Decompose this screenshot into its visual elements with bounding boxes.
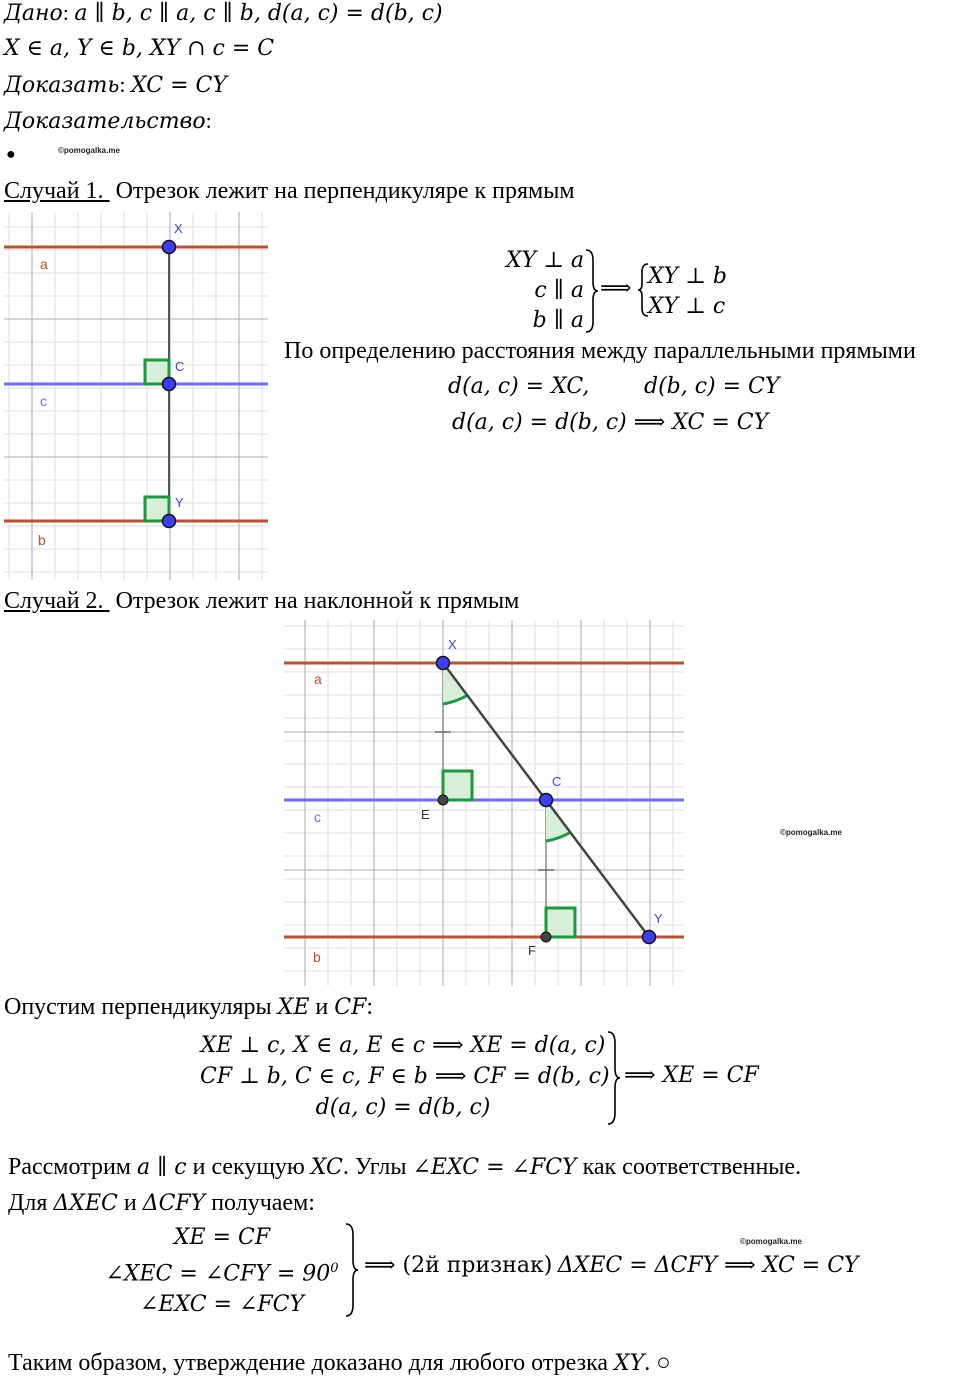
consider-t1: Рассмотрим (8, 1154, 131, 1180)
case1-label-x: X (174, 221, 183, 236)
consider-result-pre: ⟹ (2й признак) (364, 1253, 553, 1278)
watermark-1: ©pomogalka.me (58, 146, 120, 155)
consider-m4: ΔXEC (53, 1191, 118, 1216)
case1-heading (4, 178, 575, 205)
consider-line-angles-90: ∠XEC = ∠CFY = $90^0$ (105, 1261, 339, 1287)
watermark-2: ©pomogalka.me (780, 828, 842, 837)
bullet: ● (6, 146, 16, 163)
case1-system-right (648, 262, 727, 322)
perp-line-3: d(a, c) = d(b, c) (315, 1095, 491, 1120)
prove-expr: XC = CY (130, 73, 227, 98)
consider-m2: XC (310, 1155, 343, 1180)
consider-t2: и секущую (192, 1154, 305, 1180)
case1-label-y: Y (175, 495, 184, 510)
consider-brace (344, 1222, 360, 1318)
case2-label-e: E (421, 807, 430, 822)
case2-point-y (643, 931, 656, 944)
perp-line-2: CF ⊥ b, C ∈ c, F ∈ b ⟹ CF = d(b, c) (200, 1064, 610, 1089)
case1-point-x (163, 241, 176, 254)
consider-line-xe-cf: XE = CF (173, 1225, 271, 1250)
case1-implies: ⟹ (600, 276, 632, 301)
consider-m1: a ∥ c (137, 1155, 187, 1180)
case1-eq1: d(a, c) = XC, (448, 374, 590, 399)
consider-result-expr: ΔXEC = ΔCFY ⟹ XC = CY (557, 1253, 859, 1278)
case2-label-line-a: a (314, 671, 322, 687)
given-expr-2: X ∈ a, Y ∈ b, XY ∩ c = C (4, 36, 275, 61)
case2-label-line-b: b (313, 949, 321, 965)
perp-system (200, 1030, 610, 1123)
consider-t4: как соответственные. (582, 1154, 802, 1180)
consider-line-1 (8, 1154, 801, 1181)
consider-line-angles-eq: ∠EXC = ∠FCY (139, 1292, 305, 1318)
consider-m3: ∠EXC = ∠FCY (412, 1155, 577, 1180)
case1-title: Случай 1. (4, 178, 104, 204)
case1-title-rest: Отрезок лежит на перпендикуляре к прямым (115, 178, 575, 204)
perp-result: ⟹ XE = CF (624, 1063, 759, 1088)
case2-title-rest: Отрезок лежит на наклонной к прямым (115, 588, 520, 614)
case2-figure (284, 620, 684, 986)
case2-label-c: C (552, 774, 562, 789)
case2-point-e (438, 795, 448, 805)
case2-title: Случай 2. (4, 588, 104, 614)
case1-point-c (163, 378, 176, 391)
prove-line: Доказать: XC = CY (4, 72, 227, 98)
consider-for: Для (8, 1190, 48, 1216)
perp-brace (606, 1030, 622, 1126)
case2-heading (4, 588, 519, 615)
case2-right-angle-f (546, 908, 575, 937)
case1-eq2: d(b, c) = CY (644, 374, 780, 399)
perp-intro-cf: CF (334, 995, 367, 1020)
consider-system (100, 1222, 344, 1320)
conclusion-end: . ○ (644, 1350, 671, 1376)
perp-line-1: XE ⊥ c, X ∈ a, E ∈ c ⟹ XE = d(a, c) (200, 1033, 606, 1058)
case1-label-line-c: c (40, 393, 47, 409)
perp-intro-colon: : (366, 994, 374, 1020)
perp-intro (4, 994, 373, 1021)
case2-point-f (541, 932, 551, 942)
consider-get: получаем: (211, 1190, 315, 1216)
proof-heading: Доказательство: (4, 108, 212, 134)
case2-right-angle-e (443, 771, 472, 800)
consider-result (364, 1252, 859, 1278)
perp-intro-and: и (315, 994, 329, 1020)
watermark-3: ©pomogalka.me (740, 1237, 802, 1246)
case1-system-right-2: XY ⊥ c (648, 294, 726, 319)
case2-label-x: X (448, 637, 457, 652)
case1-figure (4, 212, 268, 580)
case1-label-c: C (175, 359, 185, 374)
consider-and: и (123, 1190, 137, 1216)
consider-line-2 (8, 1190, 315, 1217)
given-expr-1: a ∥ b, c ∥ a, c ∥ b, d(a, c) = d(b, c) (74, 1, 443, 26)
case1-system-left (500, 246, 584, 336)
degree-superscript: 0 (330, 1261, 339, 1276)
prove-label: Доказать (4, 73, 120, 98)
conclusion (8, 1350, 671, 1377)
case1-system-left-1: XY ⊥ a (506, 248, 584, 273)
case1-definition: По определению расстояния между параллельными прямыми (284, 338, 916, 364)
conclusion-expr: XY (614, 1351, 645, 1376)
case1-point-y (163, 515, 176, 528)
case2-point-c (540, 794, 553, 807)
case2-label-y: Y (654, 911, 663, 926)
case1-system-right-1: XY ⊥ b (648, 264, 727, 289)
case1-label-line-b: b (38, 532, 46, 548)
conclusion-text: Таким образом, утверждение доказано для любого отрезка (8, 1350, 609, 1376)
consider-t3: . Углы (342, 1154, 407, 1180)
case1-right-brace (584, 248, 600, 334)
case2-label-line-c: c (314, 809, 321, 825)
case2-point-x (437, 657, 450, 670)
proof-label: Доказательство (4, 109, 206, 134)
consider-m5: ΔCFY (142, 1191, 206, 1216)
case1-label-line-a: a (40, 256, 48, 272)
case1-system-left-3: b ∥ a (532, 308, 584, 333)
case2-label-f: F (528, 943, 536, 958)
given-label: Дано (4, 1, 63, 26)
given-line-1: Дано: a ∥ b, c ∥ a, c ∥ b, d(a, c) = d(b, c) (4, 0, 443, 26)
perp-intro-text: Опустим перпендикуляры (4, 994, 272, 1020)
case1-system-left-2: c ∥ a (534, 278, 584, 303)
perp-intro-xe: XE (277, 995, 310, 1020)
case1-eq3: d(a, c) = d(b, c) ⟹ XC = CY (452, 410, 769, 435)
